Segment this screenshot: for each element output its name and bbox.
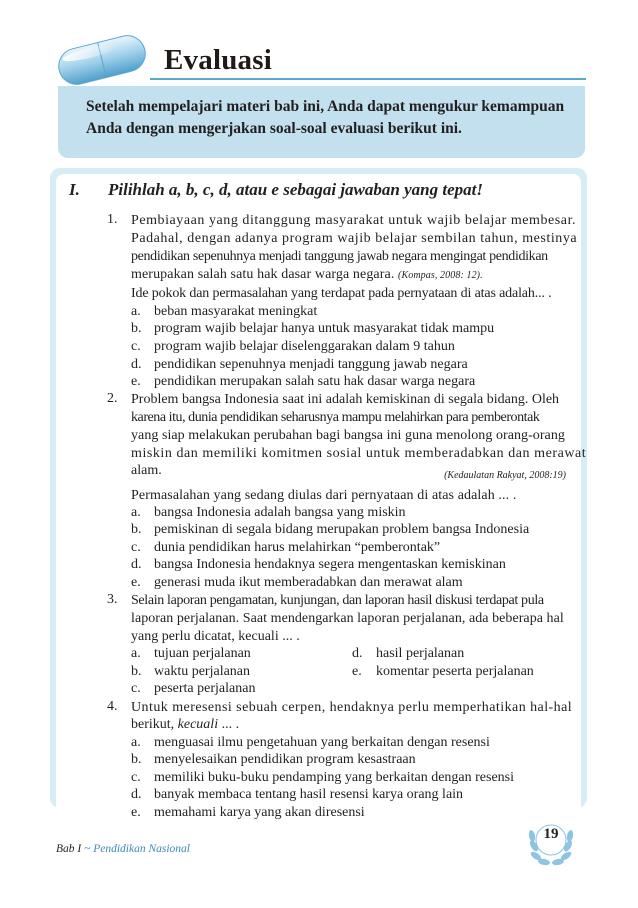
question-number: 1. (107, 212, 118, 227)
option-text: dunia pendidikan harus melahirkan “pemberontak” (154, 540, 441, 555)
intro-line: Setelah mempelajari materi bab ini, Anda dapat mengukur kemampuan (86, 98, 565, 115)
intro-line: Anda dengan mengerjakan soal-soal evaluasi berikut ini. (86, 120, 462, 137)
option-letter: d. (131, 557, 142, 572)
option-letter: b. (131, 522, 142, 537)
option-text: beban masyarakat meningkat (154, 304, 318, 319)
option-text: bangsa Indonesia adalah bangsa yang miskin (154, 505, 406, 520)
page-number: 19 (543, 826, 559, 842)
footer-chapter (56, 843, 190, 855)
option-letter: d. (352, 646, 363, 661)
question-line: laporan perjalanan. Saat mendengarkan laporan perjalanan, ada beberapa hal (131, 611, 564, 626)
footer-separator: ~ (81, 843, 94, 855)
option-text: program wajib belajar diselenggarakan dalam 9 tahun (154, 339, 455, 354)
option-letter: a. (131, 646, 141, 661)
option-letter: b. (131, 752, 142, 767)
pill-capsule-icon (52, 28, 152, 92)
option-letter: a. (131, 505, 141, 520)
question-line: Selain laporan pengamatan, kunjungan, dan laporan hasil diskusi terdapat pula (131, 593, 544, 608)
question-line: Padahal, dengan adanya program wajib belajar sembilan tahun, mestinya (131, 231, 578, 246)
question-number: 4. (107, 699, 118, 714)
question-line: Untuk meresensi sebuah cerpen, hendaknya perlu memperhatikan hal-hal (131, 700, 573, 715)
option-text: menguasai ilmu pengetahuan yang berkaitan dengan resensi (154, 735, 490, 750)
option-text: generasi muda ikut memberadabkan dan merawat alam (154, 575, 463, 590)
section-title: Pilihlah a, b, c, d, atau e sebagai jawaban yang tepat! (108, 180, 483, 199)
question-line (131, 266, 565, 284)
option-letter: a. (131, 735, 141, 750)
question-line: alam. (131, 463, 162, 478)
footer-chapter-label: Bab I (56, 843, 82, 855)
option-text: bangsa Indonesia hendaknya segera mengentaskan kemiskinan (154, 557, 506, 572)
question-line: miskin dan memiliki komitmen sosial untuk memberadabkan dan merawat (131, 446, 587, 461)
option-text: pemiskinan di segala bidang merupakan problem bangsa Indonesia (154, 522, 530, 537)
option-letter: c. (131, 540, 141, 555)
question-line-text: ... . (218, 717, 240, 732)
option-text: banyak membaca tentang hasil resensi karya orang lain (154, 787, 464, 802)
option-text: tujuan perjalanan (154, 646, 251, 661)
option-letter: e. (131, 805, 141, 820)
option-text: komentar peserta perjalanan (376, 664, 534, 679)
citation: (Kedaulatan Rakyat, 2008:19) (444, 470, 566, 481)
option-letter: d. (131, 357, 142, 372)
title-underline (150, 78, 586, 80)
footer-subject: Pendidikan Nasional (93, 843, 191, 855)
option-text: hasil perjalanan (376, 646, 465, 661)
option-letter: d. (131, 787, 142, 802)
option-text: pendidikan merupakan salah satu hak dasar warga negara (154, 374, 476, 389)
question-prompt: Ide pokok dan permasalahan yang terdapat pada pernyataan di atas adalah... . (131, 286, 552, 301)
option-letter: c. (131, 339, 141, 354)
question-line: yang perlu dicatat, kecuali ... . (131, 629, 300, 644)
question-line: pendidikan sepenuhnya menjadi tanggung jawab negara mengingat pendidikan (131, 249, 548, 264)
question-line-text: berikut, (131, 717, 178, 732)
page-title: Evaluasi (164, 44, 272, 76)
option-text: pendidikan sepenuhnya menjadi tanggung jawab negara (154, 357, 468, 372)
option-text: waktu perjalanan (154, 664, 251, 679)
option-letter: a. (131, 304, 141, 319)
question-line: karena itu, dunia pendidikan seharusnya mampu melahirkan para pemberontak (131, 410, 540, 425)
option-text: memahami karya yang akan diresensi (154, 805, 365, 820)
question-line: Pembiayaan yang ditanggung masyarakat untuk wajib belajar membesar. (131, 213, 577, 228)
option-letter: e. (131, 374, 141, 389)
option-letter: b. (131, 664, 142, 679)
question-line-text: merupakan salah satu hak dasar warga negara. (131, 267, 395, 282)
option-letter: b. (131, 321, 142, 336)
option-text: peserta perjalanan (154, 681, 256, 696)
option-letter: c. (131, 770, 141, 785)
intro-text (86, 96, 566, 140)
emphasis-text: kecuali (177, 717, 219, 732)
question-line (131, 716, 565, 733)
question-prompt: Permasalahan yang sedang diulas dari pernyataan di atas adalah ... . (131, 488, 517, 503)
option-letter: e. (131, 575, 141, 590)
citation: (Kompas, 2008: 12). (398, 270, 483, 281)
question-number: 3. (107, 592, 118, 607)
option-letter: c. (131, 681, 141, 696)
option-text: menyelesaikan pendidikan program kesastraan (154, 752, 416, 767)
option-text: program wajib belajar hanya untuk masyarakat tidak mampu (154, 321, 495, 336)
section-number: I. (69, 180, 80, 199)
option-text: memiliki buku-buku pendamping yang berkaitan dengan resensi (154, 770, 515, 785)
question-line: yang siap melakukan perubahan bagi bangsa ini guna menolong orang-orang (131, 428, 565, 443)
option-letter: e. (352, 664, 362, 679)
question-line: Problem bangsa Indonesia saat ini adalah kemiskinan di segala bidang. Oleh (131, 392, 560, 407)
question-number: 2. (107, 391, 118, 406)
